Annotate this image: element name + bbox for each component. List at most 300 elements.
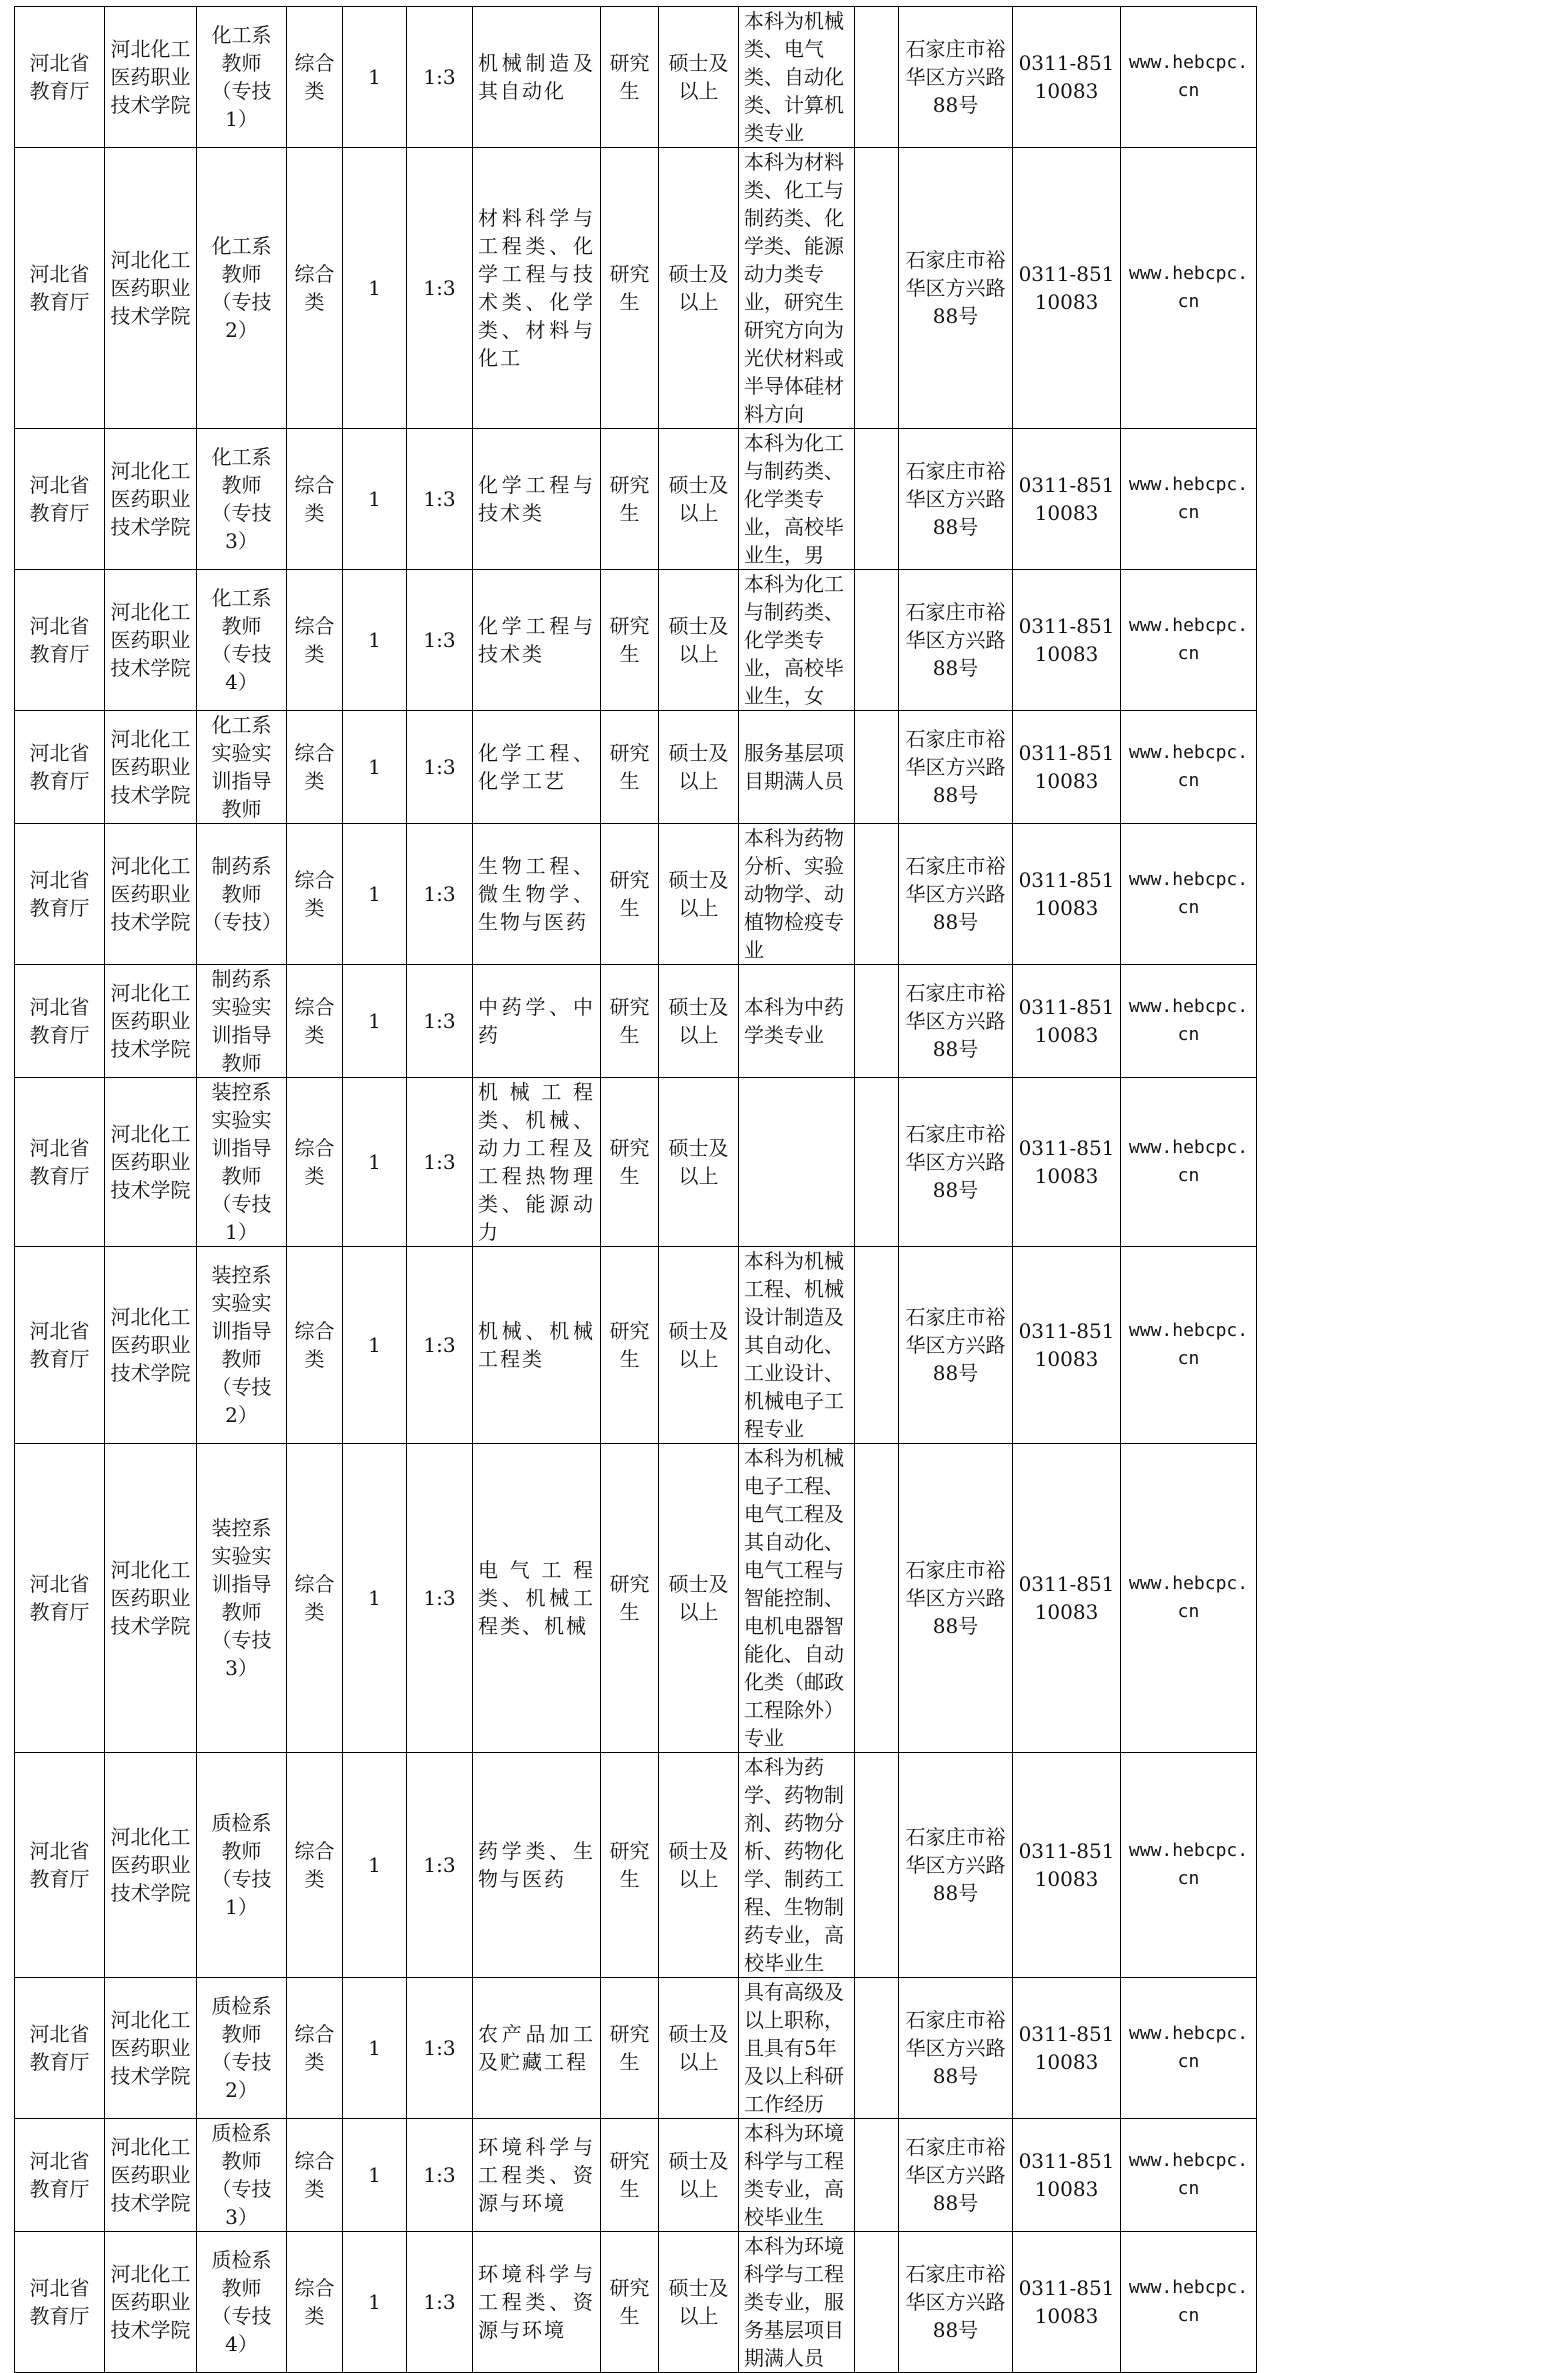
cell-education <box>601 1078 659 1247</box>
cell-category-text: 综合类 <box>294 868 335 920</box>
cell-headcount-text: 1 <box>368 1586 381 1610</box>
cell-exam-ratio-text: 1:3 <box>423 628 456 652</box>
cell-category-text: 综合类 <box>294 2149 335 2201</box>
cell-education <box>601 7 659 148</box>
cell-degree-text: 硕士及以上 <box>668 1136 729 1188</box>
cell-category <box>287 148 343 429</box>
cell-address <box>899 2232 1013 2373</box>
cell-major <box>473 711 601 824</box>
cell-post-name <box>197 965 287 1078</box>
cell-exam-ratio <box>407 1978 473 2119</box>
cell-degree <box>659 429 739 570</box>
cell-phone <box>1013 2232 1121 2373</box>
cell-post-name-text: 制药系教师（专技） <box>202 854 282 934</box>
cell-category <box>287 1078 343 1247</box>
cell-post-name <box>197 7 287 148</box>
cell-education-text: 研究生 <box>609 868 650 920</box>
cell-education <box>601 1444 659 1753</box>
cell-education-text: 研究生 <box>609 995 650 1047</box>
cell-exam-ratio-text: 1:3 <box>423 65 456 89</box>
cell-requirements-text: 本科为环境科学与工程类专业，服务基层项目期满人员 <box>744 2234 844 2370</box>
cell-major-text: 机械、机械工程类 <box>478 1319 595 1371</box>
cell-degree <box>659 2232 739 2373</box>
cell-employer-text: 河北化工医药职业技术学院 <box>110 37 191 117</box>
cell-phone-text: 0311-85110083 <box>1018 1319 1115 1371</box>
cell-requirements <box>739 570 855 711</box>
cell-phone-text: 0311-85110083 <box>1018 614 1115 666</box>
cell-employer <box>105 1753 197 1978</box>
cell-education <box>601 1978 659 2119</box>
cell-exam-ratio-text: 1:3 <box>423 755 456 779</box>
cell-degree-text: 硕士及以上 <box>668 741 729 793</box>
cell-employer <box>105 7 197 148</box>
cell-website-text: www.hebcpc.cn <box>1128 869 1249 918</box>
cell-address <box>899 1078 1013 1247</box>
cell-department <box>15 824 105 965</box>
table-row <box>15 2232 1257 2373</box>
cell-phone-text: 0311-85110083 <box>1018 868 1115 920</box>
cell-education <box>601 1753 659 1978</box>
cell-degree <box>659 824 739 965</box>
cell-department <box>15 7 105 148</box>
cell-major-text: 生物工程、微生物学、生物与医药 <box>478 854 595 934</box>
cell-headcount-text: 1 <box>368 1853 381 1877</box>
cell-employer <box>105 2119 197 2232</box>
cell-requirements <box>739 1444 855 1753</box>
cell-education-text: 研究生 <box>609 1572 650 1624</box>
cell-phone <box>1013 7 1121 148</box>
cell-post-name-text: 化工系教师（专技3） <box>211 445 272 553</box>
table-row <box>15 1753 1257 1978</box>
cell-phone <box>1013 429 1121 570</box>
cell-phone-text: 0311-85110083 <box>1018 2276 1115 2328</box>
cell-address-text: 石家庄市裕华区方兴路88号 <box>905 600 1006 680</box>
cell-department <box>15 570 105 711</box>
cell-remarks <box>855 1753 899 1978</box>
cell-degree-text: 硕士及以上 <box>668 2149 729 2201</box>
cell-address-text: 石家庄市裕华区方兴路88号 <box>905 37 1006 117</box>
cell-education-text: 研究生 <box>609 51 650 103</box>
cell-headcount <box>343 429 407 570</box>
cell-degree-text: 硕士及以上 <box>668 1319 729 1371</box>
table-row <box>15 1978 1257 2119</box>
cell-degree-text: 硕士及以上 <box>668 51 729 103</box>
cell-employer <box>105 824 197 965</box>
cell-headcount <box>343 965 407 1078</box>
cell-education-text: 研究生 <box>609 1319 650 1371</box>
recruitment-table <box>14 6 1257 2373</box>
cell-address-text: 石家庄市裕华区方兴路88号 <box>905 248 1006 328</box>
cell-headcount-text: 1 <box>368 2290 381 2314</box>
cell-education <box>601 429 659 570</box>
cell-category-text: 综合类 <box>294 614 335 666</box>
cell-department <box>15 2232 105 2373</box>
cell-education-text: 研究生 <box>609 2276 650 2328</box>
cell-website-text: www.hebcpc.cn <box>1128 52 1249 101</box>
cell-post-name-text: 制药系实验实训指导教师 <box>211 967 272 1075</box>
cell-degree-text: 硕士及以上 <box>668 995 729 1047</box>
cell-phone <box>1013 1247 1121 1444</box>
table-row <box>15 429 1257 570</box>
cell-degree <box>659 7 739 148</box>
cell-requirements-text: 本科为化工与制药类、化学类专业，高校毕业生，男 <box>744 431 844 567</box>
cell-address <box>899 965 1013 1078</box>
cell-headcount <box>343 1753 407 1978</box>
cell-degree <box>659 1444 739 1753</box>
cell-phone <box>1013 965 1121 1078</box>
cell-post-name <box>197 2232 287 2373</box>
table-body <box>15 7 1257 2373</box>
cell-post-name-text: 装控系实验实训指导教师（专技2） <box>211 1263 272 1427</box>
cell-address-text: 石家庄市裕华区方兴路88号 <box>905 1825 1006 1905</box>
cell-website <box>1121 1247 1257 1444</box>
cell-exam-ratio <box>407 7 473 148</box>
cell-headcount <box>343 2119 407 2232</box>
cell-exam-ratio <box>407 965 473 1078</box>
cell-phone <box>1013 1753 1121 1978</box>
cell-phone <box>1013 1078 1121 1247</box>
cell-phone-text: 0311-85110083 <box>1018 741 1115 793</box>
cell-department <box>15 148 105 429</box>
cell-degree-text: 硕士及以上 <box>668 2276 729 2328</box>
cell-website-text: www.hebcpc.cn <box>1128 996 1249 1045</box>
cell-headcount-text: 1 <box>368 2163 381 2187</box>
cell-website <box>1121 148 1257 429</box>
cell-category-text: 综合类 <box>294 1319 335 1371</box>
cell-education-text: 研究生 <box>609 741 650 793</box>
cell-department-text: 河北省教育厅 <box>29 2022 90 2074</box>
cell-headcount-text: 1 <box>368 882 381 906</box>
cell-post-name-text: 质检系教师（专技3） <box>211 2121 272 2229</box>
cell-website-text: www.hebcpc.cn <box>1128 1573 1249 1622</box>
cell-exam-ratio <box>407 2119 473 2232</box>
cell-education-text: 研究生 <box>609 2022 650 2074</box>
cell-education-text: 研究生 <box>609 1136 650 1188</box>
cell-requirements-text: 本科为中药学类专业 <box>744 995 844 1047</box>
cell-requirements <box>739 1978 855 2119</box>
cell-address-text: 石家庄市裕华区方兴路88号 <box>905 2008 1006 2088</box>
table-row <box>15 711 1257 824</box>
cell-headcount-text: 1 <box>368 628 381 652</box>
cell-address <box>899 711 1013 824</box>
cell-education <box>601 1247 659 1444</box>
cell-category-text: 综合类 <box>294 1839 335 1891</box>
cell-remarks <box>855 965 899 1078</box>
cell-category-text: 综合类 <box>294 2022 335 2074</box>
cell-department-text: 河北省教育厅 <box>29 2149 90 2201</box>
cell-employer-text: 河北化工医药职业技术学院 <box>110 1122 191 1202</box>
cell-website <box>1121 570 1257 711</box>
cell-requirements-text: 服务基层项目期满人员 <box>744 741 844 793</box>
cell-website-text: www.hebcpc.cn <box>1128 1840 1249 1889</box>
cell-education-text: 研究生 <box>609 1839 650 1891</box>
cell-headcount-text: 1 <box>368 2036 381 2060</box>
cell-degree <box>659 148 739 429</box>
cell-remarks <box>855 148 899 429</box>
cell-exam-ratio-text: 1:3 <box>423 1853 456 1877</box>
cell-degree <box>659 2119 739 2232</box>
cell-major <box>473 1444 601 1753</box>
cell-department-text: 河北省教育厅 <box>29 1136 90 1188</box>
cell-degree-text: 硕士及以上 <box>668 1839 729 1891</box>
cell-employer <box>105 2232 197 2373</box>
cell-remarks <box>855 2232 899 2373</box>
cell-employer <box>105 570 197 711</box>
cell-department <box>15 1444 105 1753</box>
cell-remarks <box>855 7 899 148</box>
cell-exam-ratio <box>407 148 473 429</box>
cell-website <box>1121 1078 1257 1247</box>
cell-category <box>287 1247 343 1444</box>
cell-education <box>601 2232 659 2373</box>
cell-requirements-text: 本科为化工与制药类、化学类专业，高校毕业生，女 <box>744 572 844 708</box>
table-row <box>15 965 1257 1078</box>
cell-requirements <box>739 824 855 965</box>
cell-employer-text: 河北化工医药职业技术学院 <box>110 1305 191 1385</box>
cell-remarks <box>855 1978 899 2119</box>
cell-post-name <box>197 2119 287 2232</box>
cell-major <box>473 1247 601 1444</box>
cell-address-text: 石家庄市裕华区方兴路88号 <box>905 2262 1006 2342</box>
cell-major-text: 药学类、生物与医药 <box>478 1839 595 1891</box>
cell-major <box>473 148 601 429</box>
cell-remarks <box>855 1078 899 1247</box>
cell-category <box>287 965 343 1078</box>
cell-major-text: 机械制造及其自动化 <box>478 51 595 103</box>
table-row <box>15 1247 1257 1444</box>
cell-major <box>473 2232 601 2373</box>
cell-degree <box>659 1753 739 1978</box>
table-row <box>15 1444 1257 1753</box>
cell-post-name <box>197 570 287 711</box>
cell-employer-text: 河北化工医药职业技术学院 <box>110 248 191 328</box>
cell-department <box>15 1247 105 1444</box>
cell-website <box>1121 965 1257 1078</box>
cell-employer <box>105 1247 197 1444</box>
cell-website <box>1121 824 1257 965</box>
cell-headcount <box>343 824 407 965</box>
table-row <box>15 1078 1257 1247</box>
cell-requirements <box>739 965 855 1078</box>
cell-major <box>473 824 601 965</box>
cell-major-text: 电气工程类、机械工程类、机械 <box>478 1558 595 1638</box>
cell-exam-ratio-text: 1:3 <box>423 1333 456 1357</box>
cell-major <box>473 429 601 570</box>
cell-website <box>1121 7 1257 148</box>
cell-category <box>287 7 343 148</box>
cell-education <box>601 824 659 965</box>
cell-degree-text: 硕士及以上 <box>668 262 729 314</box>
cell-major <box>473 1753 601 1978</box>
cell-headcount <box>343 1444 407 1753</box>
cell-employer <box>105 965 197 1078</box>
cell-education-text: 研究生 <box>609 262 650 314</box>
cell-major-text: 环境科学与工程类、资源与环境 <box>478 2262 595 2342</box>
cell-address <box>899 1444 1013 1753</box>
cell-post-name-text: 质检系教师（专技1） <box>211 1811 272 1919</box>
table-row <box>15 148 1257 429</box>
cell-major <box>473 7 601 148</box>
cell-major-text: 农产品加工及贮藏工程 <box>478 2022 595 2074</box>
cell-major <box>473 965 601 1078</box>
cell-headcount <box>343 711 407 824</box>
cell-category-text: 综合类 <box>294 741 335 793</box>
cell-degree-text: 硕士及以上 <box>668 473 729 525</box>
cell-address-text: 石家庄市裕华区方兴路88号 <box>905 2135 1006 2215</box>
cell-exam-ratio-text: 1:3 <box>423 487 456 511</box>
cell-category <box>287 824 343 965</box>
cell-website <box>1121 2232 1257 2373</box>
cell-category-text: 综合类 <box>294 995 335 1047</box>
cell-department-text: 河北省教育厅 <box>29 614 90 666</box>
cell-major <box>473 1078 601 1247</box>
cell-phone-text: 0311-85110083 <box>1018 1839 1115 1891</box>
cell-degree-text: 硕士及以上 <box>668 868 729 920</box>
cell-requirements-text: 本科为机械电子工程、电气工程及其自动化、电气工程与智能控制、电机电器智能化、自动化类（邮政工程除外）专业 <box>744 1446 844 1750</box>
cell-address <box>899 2119 1013 2232</box>
cell-requirements <box>739 1247 855 1444</box>
cell-major <box>473 2119 601 2232</box>
cell-address-text: 石家庄市裕华区方兴路88号 <box>905 1305 1006 1385</box>
cell-degree <box>659 1978 739 2119</box>
cell-phone-text: 0311-85110083 <box>1018 51 1115 103</box>
cell-department <box>15 965 105 1078</box>
cell-website <box>1121 1444 1257 1753</box>
cell-remarks <box>855 711 899 824</box>
cell-department <box>15 1078 105 1247</box>
cell-post-name <box>197 429 287 570</box>
cell-major <box>473 1978 601 2119</box>
cell-post-name-text: 化工系教师（专技1） <box>211 23 272 131</box>
cell-category-text: 综合类 <box>294 1572 335 1624</box>
cell-requirements-text: 本科为机械工程、机械设计制造及其自动化、工业设计、机械电子工程专业 <box>744 1249 844 1441</box>
cell-phone <box>1013 1978 1121 2119</box>
cell-address-text: 石家庄市裕华区方兴路88号 <box>905 854 1006 934</box>
cell-remarks <box>855 2119 899 2232</box>
cell-post-name-text: 装控系实验实训指导教师（专技1） <box>211 1080 272 1244</box>
cell-employer <box>105 1444 197 1753</box>
cell-headcount <box>343 1247 407 1444</box>
cell-phone <box>1013 824 1121 965</box>
cell-phone-text: 0311-85110083 <box>1018 1572 1115 1624</box>
cell-requirements <box>739 148 855 429</box>
cell-post-name <box>197 1247 287 1444</box>
table-row <box>15 7 1257 148</box>
cell-exam-ratio <box>407 1444 473 1753</box>
cell-headcount <box>343 148 407 429</box>
cell-headcount-text: 1 <box>368 1009 381 1033</box>
cell-website-text: www.hebcpc.cn <box>1128 474 1249 523</box>
cell-phone-text: 0311-85110083 <box>1018 262 1115 314</box>
cell-department-text: 河北省教育厅 <box>29 995 90 1047</box>
table-row <box>15 570 1257 711</box>
cell-department <box>15 711 105 824</box>
cell-department-text: 河北省教育厅 <box>29 741 90 793</box>
cell-degree <box>659 1247 739 1444</box>
cell-address-text: 石家庄市裕华区方兴路88号 <box>905 727 1006 807</box>
cell-degree <box>659 965 739 1078</box>
cell-major-text: 环境科学与工程类、资源与环境 <box>478 2135 595 2215</box>
cell-exam-ratio <box>407 1247 473 1444</box>
cell-degree-text: 硕士及以上 <box>668 1572 729 1624</box>
cell-exam-ratio-text: 1:3 <box>423 1150 456 1174</box>
cell-website <box>1121 2119 1257 2232</box>
cell-employer <box>105 148 197 429</box>
cell-employer-text: 河北化工医药职业技术学院 <box>110 854 191 934</box>
cell-degree <box>659 570 739 711</box>
cell-exam-ratio <box>407 1753 473 1978</box>
cell-category-text: 综合类 <box>294 2276 335 2328</box>
cell-post-name-text: 质检系教师（专技4） <box>211 2248 272 2356</box>
cell-headcount <box>343 7 407 148</box>
cell-headcount-text: 1 <box>368 487 381 511</box>
cell-headcount <box>343 570 407 711</box>
cell-website-text: www.hebcpc.cn <box>1128 2150 1249 2199</box>
cell-remarks <box>855 570 899 711</box>
cell-exam-ratio <box>407 2232 473 2373</box>
cell-department-text: 河北省教育厅 <box>29 1319 90 1371</box>
cell-exam-ratio-text: 1:3 <box>423 1586 456 1610</box>
cell-post-name-text: 化工系教师（专技4） <box>211 586 272 694</box>
cell-post-name <box>197 1978 287 2119</box>
cell-exam-ratio-text: 1:3 <box>423 2163 456 2187</box>
cell-post-name <box>197 148 287 429</box>
cell-employer-text: 河北化工医药职业技术学院 <box>110 2135 191 2215</box>
cell-exam-ratio-text: 1:3 <box>423 1009 456 1033</box>
cell-address <box>899 148 1013 429</box>
cell-department-text: 河北省教育厅 <box>29 1572 90 1624</box>
cell-remarks <box>855 1247 899 1444</box>
cell-employer <box>105 1078 197 1247</box>
cell-education <box>601 965 659 1078</box>
cell-employer-text: 河北化工医药职业技术学院 <box>110 727 191 807</box>
cell-phone <box>1013 1444 1121 1753</box>
cell-department-text: 河北省教育厅 <box>29 473 90 525</box>
cell-requirements-text: 本科为机械类、电气类、自动化类、计算机类专业 <box>744 9 844 145</box>
cell-address <box>899 7 1013 148</box>
cell-address-text: 石家庄市裕华区方兴路88号 <box>905 1558 1006 1638</box>
cell-category <box>287 429 343 570</box>
cell-exam-ratio <box>407 711 473 824</box>
cell-exam-ratio <box>407 429 473 570</box>
cell-exam-ratio <box>407 824 473 965</box>
cell-category <box>287 1444 343 1753</box>
cell-degree-text: 硕士及以上 <box>668 2022 729 2074</box>
cell-address-text: 石家庄市裕华区方兴路88号 <box>905 459 1006 539</box>
cell-department <box>15 1753 105 1978</box>
cell-employer-text: 河北化工医药职业技术学院 <box>110 2262 191 2342</box>
cell-exam-ratio <box>407 1078 473 1247</box>
cell-post-name-text: 化工系教师（专技2） <box>211 234 272 342</box>
cell-requirements-text: 本科为材料类、化工与制药类、化学类、能源动力类专业，研究生研究方向为光伏材料或半导体硅材料方向 <box>744 150 844 426</box>
cell-remarks <box>855 1444 899 1753</box>
cell-major-text: 材料科学与工程类、化学工程与技术类、化学类、材料与化工 <box>478 206 595 370</box>
cell-requirements <box>739 2119 855 2232</box>
cell-headcount <box>343 2232 407 2373</box>
cell-major <box>473 570 601 711</box>
cell-phone <box>1013 570 1121 711</box>
cell-post-name <box>197 1078 287 1247</box>
cell-requirements <box>739 429 855 570</box>
cell-major-text: 中药学、中药 <box>478 995 595 1047</box>
cell-major-text: 化学工程、化学工艺 <box>478 741 595 793</box>
cell-phone-text: 0311-85110083 <box>1018 1136 1115 1188</box>
cell-website-text: www.hebcpc.cn <box>1128 2023 1249 2072</box>
cell-department-text: 河北省教育厅 <box>29 262 90 314</box>
cell-headcount-text: 1 <box>368 1150 381 1174</box>
cell-website <box>1121 429 1257 570</box>
cell-website-text: www.hebcpc.cn <box>1128 1137 1249 1186</box>
